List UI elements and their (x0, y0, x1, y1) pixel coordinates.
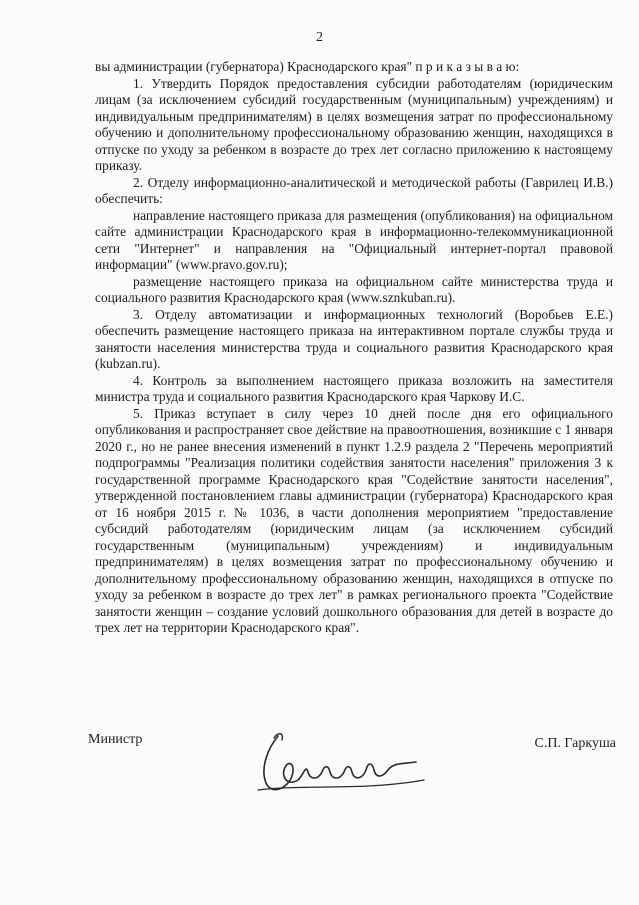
signature-block (88, 732, 616, 812)
item-3-paragraph: 3. Отделу автоматизации и информационных технологий (Воробьев Е.Е.) обеспечить размещение настоящего приказа на интерактивном портале службы труда и занятости населения министерства труда и социального развития Краснодарского края (kubzan.ru). (95, 306, 613, 371)
item-1-paragraph: 1. Утвердить Порядок предоставления субсидии работодателям (юридическим лицам (за исключением субсидий государственным (муниципальным) учреждениям) и индивидуальным предпринимателям) в целях возмещения затрат по профессиональному обучению и дополнительному профессиональному образованию женщин, находящихся в отпуске по уходу за ребенком в возрасте до трех лет согласно приложению к настоящему приказу. (95, 75, 613, 173)
signatory-title: Министр (88, 732, 143, 747)
item-2a-paragraph: направление настоящего приказа для размещения (опубликования) на официальном сайте администрации Краснодарского края в информационно-телекоммуникационной сети "Интернет" и направления на "Официальный интернет-портал правовой информации" (www.pravo.gov.ru); (95, 207, 613, 272)
signatory-name: С.П. Гаркуша (534, 736, 616, 751)
item-2b-paragraph: размещение настоящего приказа на официальном сайте министерства труда и социального развития Краснодарского края (www.sznkuban.ru). (95, 273, 613, 305)
item-5-paragraph: 5. Приказ вступает в силу через 10 дней после дня его официального опубликования и распространяет свое действие на правоотношения, возникшие с 1 января 2020 г., но не ранее внесения изменений в пункт 1.2.9 раздела 2 "Перечень мероприятий подпрограммы "Реализация политики содействия занятости населения" приложения 3 к государственной программе Краснодарского края "Содействие занятости населения", утвержденной постановлением главы администрации (губернатора) Краснодарского края от 16 ноября 2015 г. № 1036, в части дополнения мероприятием "предоставление субсидий работодателям (юридическим лицам (за исключением субсидий государственным (муниципальным) учреждениям) и индивидуальным предпринимателям) в целях возмещения затрат по профессиональному обучению и дополнительному профессиональному образованию женщин, находящихся в отпуске по уходу за ребенком в возрасте до трех лет" в рамках регионального проекта "Содействие занятости женщин – создание условий дошкольного образования для детей в возрасте до трех лет на территории Краснодарского края". (95, 405, 613, 635)
handwritten-signature (248, 728, 428, 798)
document-body (95, 59, 613, 637)
item-4-paragraph: 4. Контроль за выполнением настоящего приказа возложить на заместителя министра труда и социального развития Краснодарского края Чаркову И.С. (95, 372, 613, 404)
page-number: 2 (316, 30, 323, 45)
item-2-paragraph: 2. Отделу информационно-аналитической и методической работы (Гаврилец И.В.) обеспечить: (95, 174, 613, 206)
intro-paragraph: вы администрации (губернатора) Краснодарского края" п р и к а з ы в а ю: (95, 59, 520, 74)
